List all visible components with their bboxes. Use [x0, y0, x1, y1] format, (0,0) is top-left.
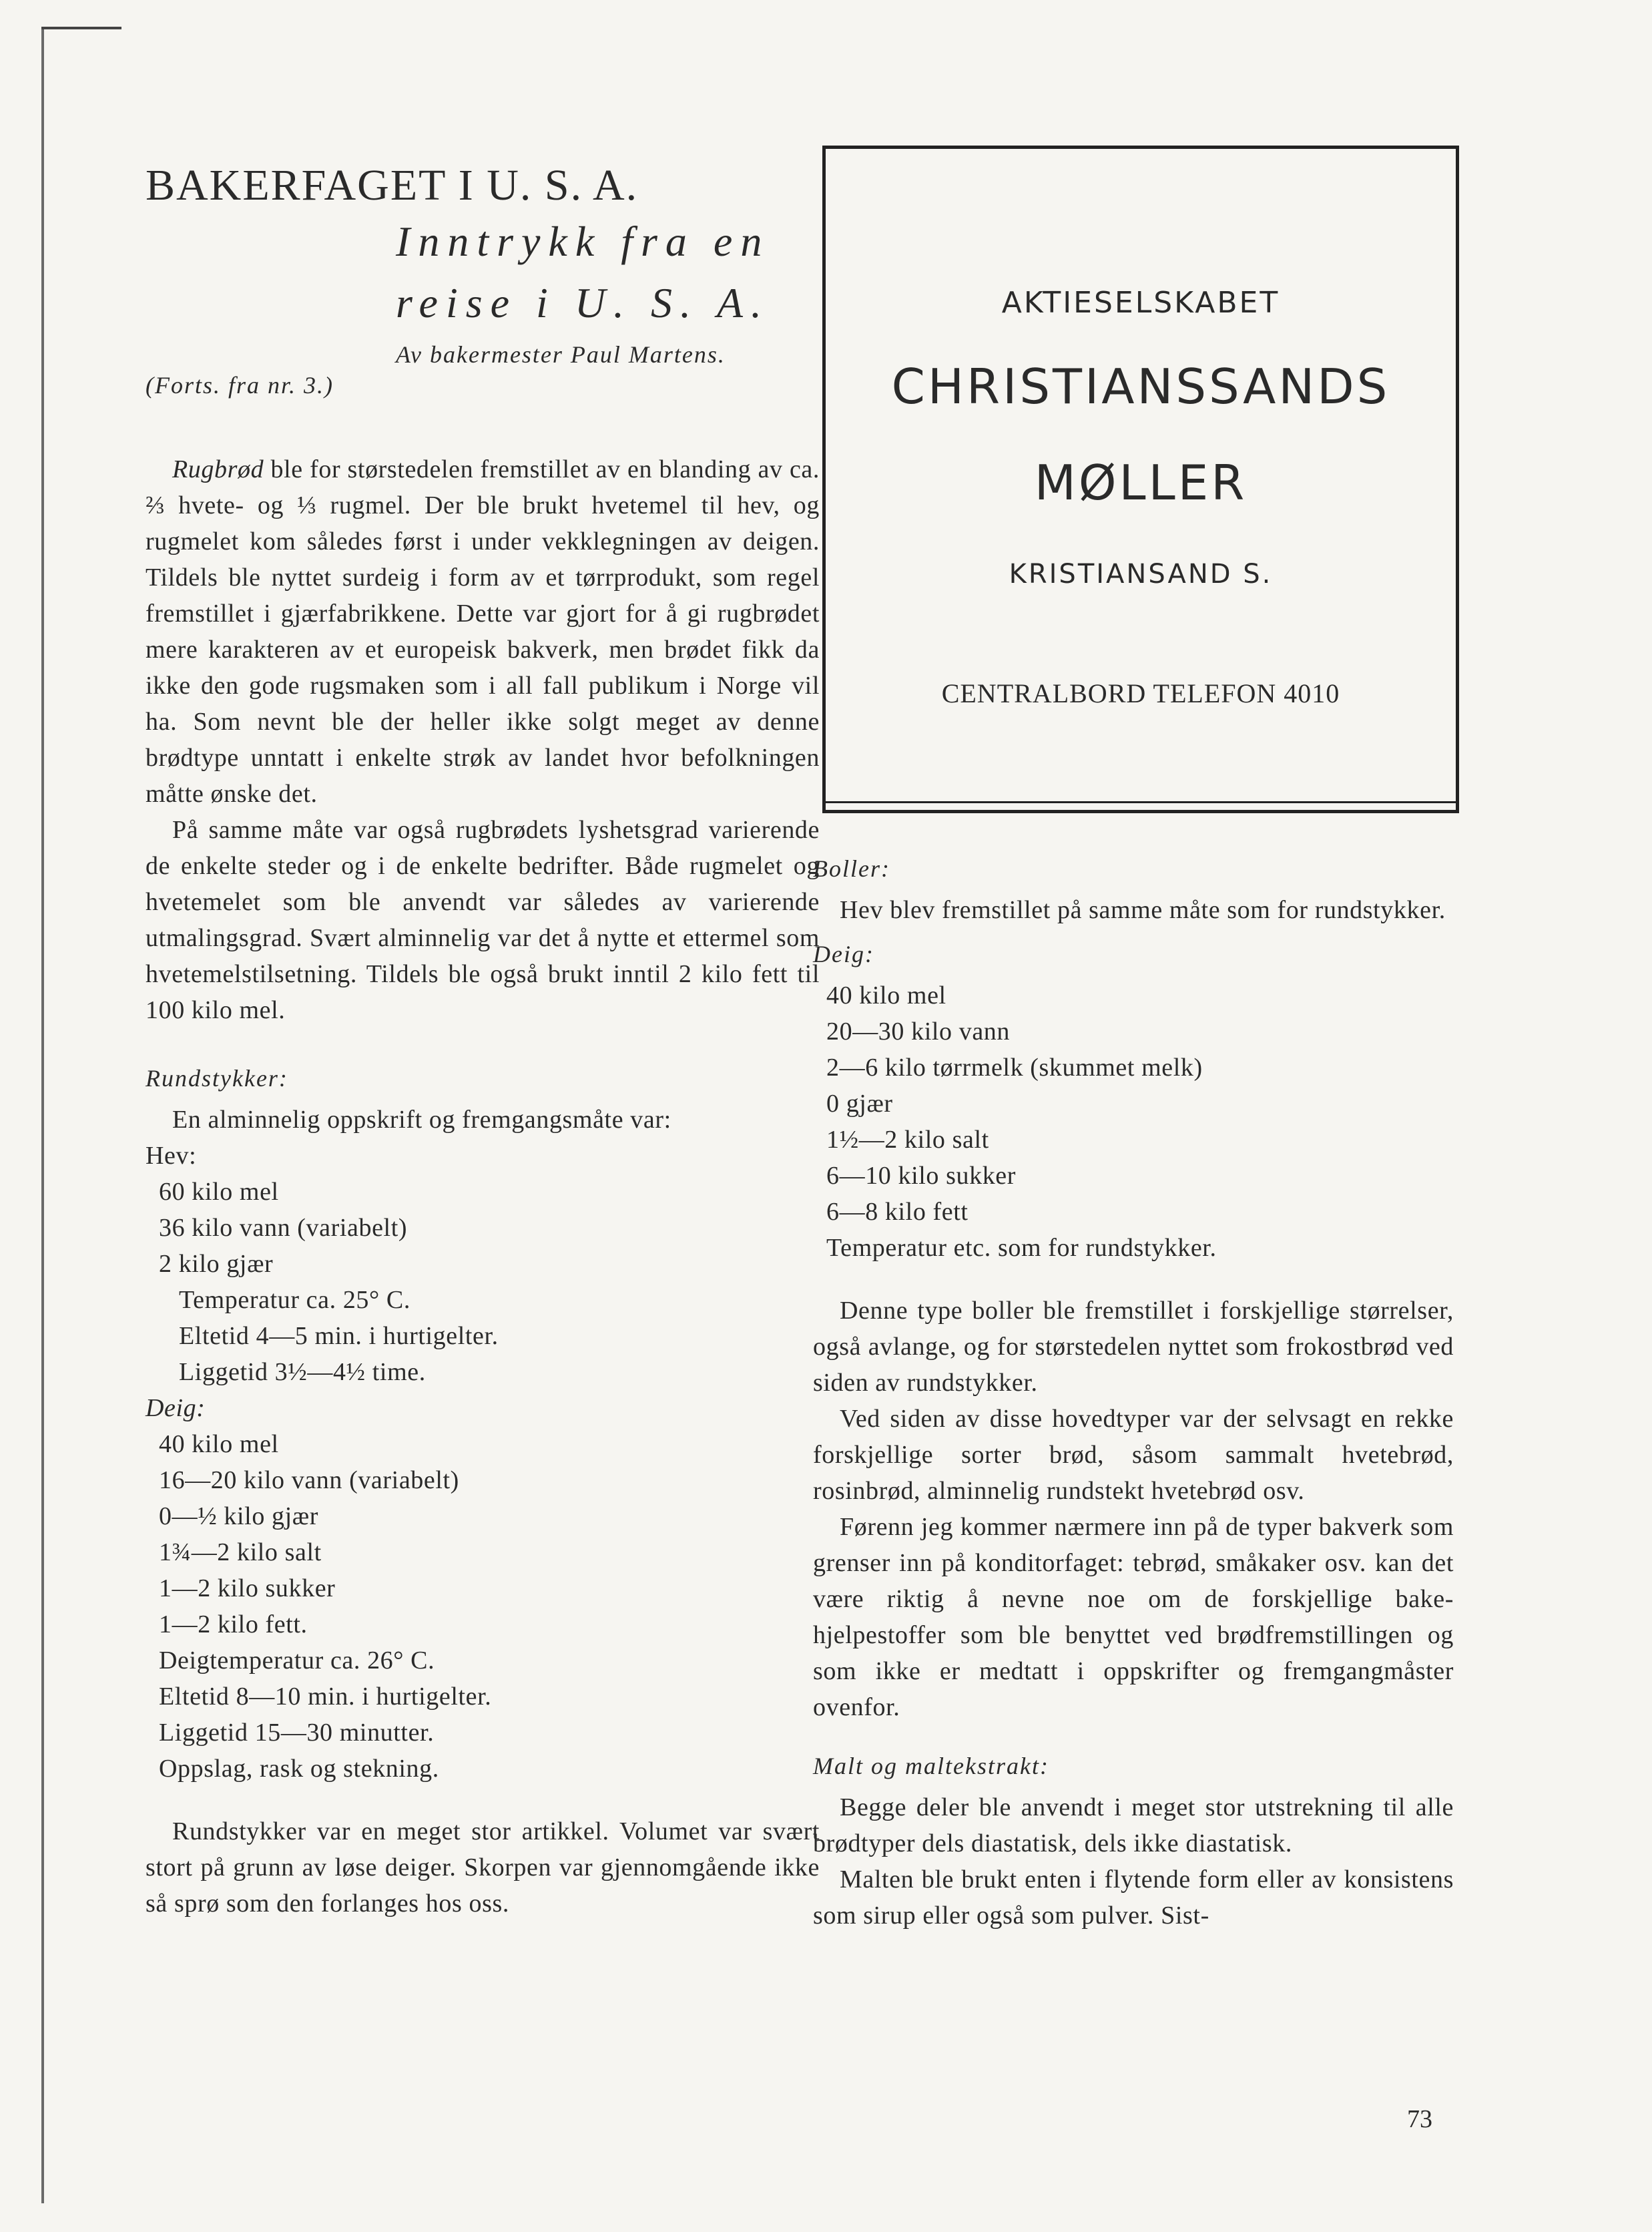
ad-city: KRISTIANSAND S.	[1009, 559, 1273, 590]
ad-bottom-rule	[826, 801, 1456, 810]
paragraph-malt-form: Malten ble brukt enten i flytende form eller av konsistens som sirup eller også som pulver. Sist-	[813, 1865, 1454, 1930]
section-heading-malt: Malt og maltekstrakt:	[813, 1753, 1049, 1779]
ad-name-line2: MØLLER	[1034, 455, 1248, 511]
paragraph-hovedtyper: Ved siden av disse hovedtyper var der selvsagt en rekke forskjellige sorter brød, såsom sammalt hvetebrød, rosinbrød, alminnelig rundstekt hvetebrød osv.	[813, 1405, 1454, 1505]
list-item: 40 kilo mel	[159, 1430, 279, 1458]
continued-note: (Forts. fra nr. 3.)	[146, 372, 334, 399]
list-item: Deigtemperatur ca. 26° C.	[159, 1646, 435, 1675]
paragraph-lead: Rugbrød	[172, 455, 264, 483]
ad-name-line1: CHRISTIANSSANDS	[891, 359, 1390, 415]
hev-label: Hev:	[146, 1142, 197, 1170]
list-item: 2 kilo gjær	[159, 1250, 274, 1278]
list-item: Liggetid 3½—4½ time.	[179, 1358, 426, 1386]
list-item: 36 kilo vann (variabelt)	[159, 1214, 408, 1242]
right-column	[813, 828, 1454, 1934]
list-item: 60 kilo mel	[159, 1178, 279, 1206]
list-item: Temperatur etc. som for rundstykker.	[826, 1234, 1217, 1262]
list-item: 40 kilo mel	[826, 981, 946, 1010]
ad-telephone: CENTRALBORD TELEFON 4010	[941, 678, 1340, 708]
paragraph-malt-usage: Begge deler ble anvendt i meget stor utstrekning til alle brødtyper dels diastatisk, dels ikke diastatisk.	[813, 1793, 1454, 1857]
list-item: 20—30 kilo vann	[826, 1018, 1010, 1046]
list-item: 0—½ kilo gjær	[159, 1502, 318, 1530]
paragraph-text: ble for størstedelen fremstillet av en blanding av ca. ⅔ hvete- og ⅓ rugmel. Der ble brukt hvetemel til hev, og rugmelet kom således først i under vekklegningen av deigen. Tildels ble nyttet surdeig i form av et tørrprodukt, som regel fremstillet i gjærfabrikkene. Dette var gjort for å gi rugbrødet mere karakteren av et europeisk bakverk, men brødet fikk da ikke den gode rugsmaken som i all fall publikum i Norge vil ha. Som nevnt ble der heller ikke solgt meget av denne brødtype unntatt i enkelte strøk av landet hvor befolkningen måtte ønske det.	[146, 455, 820, 808]
list-item: 1—2 kilo sukker	[159, 1574, 336, 1602]
hev-list	[146, 1174, 820, 1390]
list-item: 1¾—2 kilo salt	[159, 1538, 322, 1566]
article-byline: Av bakermester Paul Martens.	[396, 341, 726, 368]
paragraph-lyshetsgrad: På samme måte var også rugbrødets lyshetsgrad varierende de enkelte steder og i de enkelte bedrifter. Både rugmelet og hvetemelet som ble anvendt var således av varierende utmalingsgrad. Svært alminnelig var det å nytte et ettermel som hvetemelstilsetning. Tildels ble også brukt inntil 2 kilo fett til 100 kilo mel.	[146, 816, 820, 1024]
list-item: Oppslag, rask og stekning.	[159, 1755, 439, 1783]
paragraph-konditorfaget: Førenn jeg kommer nærmere inn på de typer bakverk som grenser inn på konditorfaget: tebrød, småkaker osv. kan det være riktig å nevne noe om de forskjellige bake-hjelpestoffer som ble benyttet ved brødfremstillingen og som ikke er medtatt i oppskrifter og fremgangmåster ovenfor.	[813, 1513, 1454, 1721]
section-heading-boller: Boller:	[813, 855, 890, 882]
deig-list	[146, 1426, 820, 1787]
list-item: Temperatur ca. 25° C.	[179, 1286, 410, 1314]
article-subtitle-line1: Inntrykk fra en	[396, 218, 770, 265]
ad-company-label: AKTIESELSKABET	[1001, 286, 1280, 320]
page-binding-edge	[41, 27, 44, 2203]
left-column	[146, 120, 820, 1922]
list-item: 16—20 kilo vann (variabelt)	[159, 1466, 459, 1494]
article-title: BAKERFAGET I U. S. A.	[146, 161, 639, 210]
list-item: 0 gjær	[826, 1090, 893, 1118]
list-item: Eltetid 4—5 min. i hurtigelter.	[179, 1322, 499, 1350]
section-heading-rundstykker: Rundstykker:	[146, 1065, 288, 1092]
paragraph-boller-types: Denne type boller ble fremstillet i forskjellige størrelser, også avlange, og for størstedelen nyttet som frokostbrød ved siden av rundstykker.	[813, 1297, 1454, 1397]
list-item: 1—2 kilo fett.	[159, 1610, 308, 1638]
advertisement-box	[822, 146, 1459, 813]
list-item: 6—8 kilo fett	[826, 1198, 969, 1226]
list-item: 6—10 kilo sukker	[826, 1162, 1017, 1190]
boller-deig-list	[813, 977, 1454, 1266]
deig-label-right: Deig:	[813, 941, 874, 967]
page-number: 73	[1407, 2105, 1432, 2133]
paragraph-boller-hev: Hev blev fremstillet på samme måte som for rundstykker.	[840, 896, 1446, 924]
page-corner-mark	[41, 27, 121, 29]
list-item: 2—6 kilo tørrmelk (skummet melk)	[826, 1054, 1203, 1082]
list-item: 1½—2 kilo salt	[826, 1126, 989, 1154]
article-subtitle-line2: reise i U. S. A.	[396, 279, 770, 326]
paragraph-rundstykker-volume: Rundstykker var en meget stor artikkel. Volumet var svært stort på grunn av løse deiger. Skorpen var gjennomgående ikke så sprø som den forlanges hos oss.	[146, 1817, 820, 1918]
deig-label: Deig:	[146, 1394, 206, 1422]
recipe-intro: En alminnelig oppskrift og fremgangsmåte var:	[172, 1106, 671, 1134]
list-item: Liggetid 15—30 minutter.	[159, 1719, 435, 1747]
list-item: Eltetid 8—10 min. i hurtigelter.	[159, 1683, 492, 1711]
paragraph-rugbrod	[146, 451, 820, 812]
